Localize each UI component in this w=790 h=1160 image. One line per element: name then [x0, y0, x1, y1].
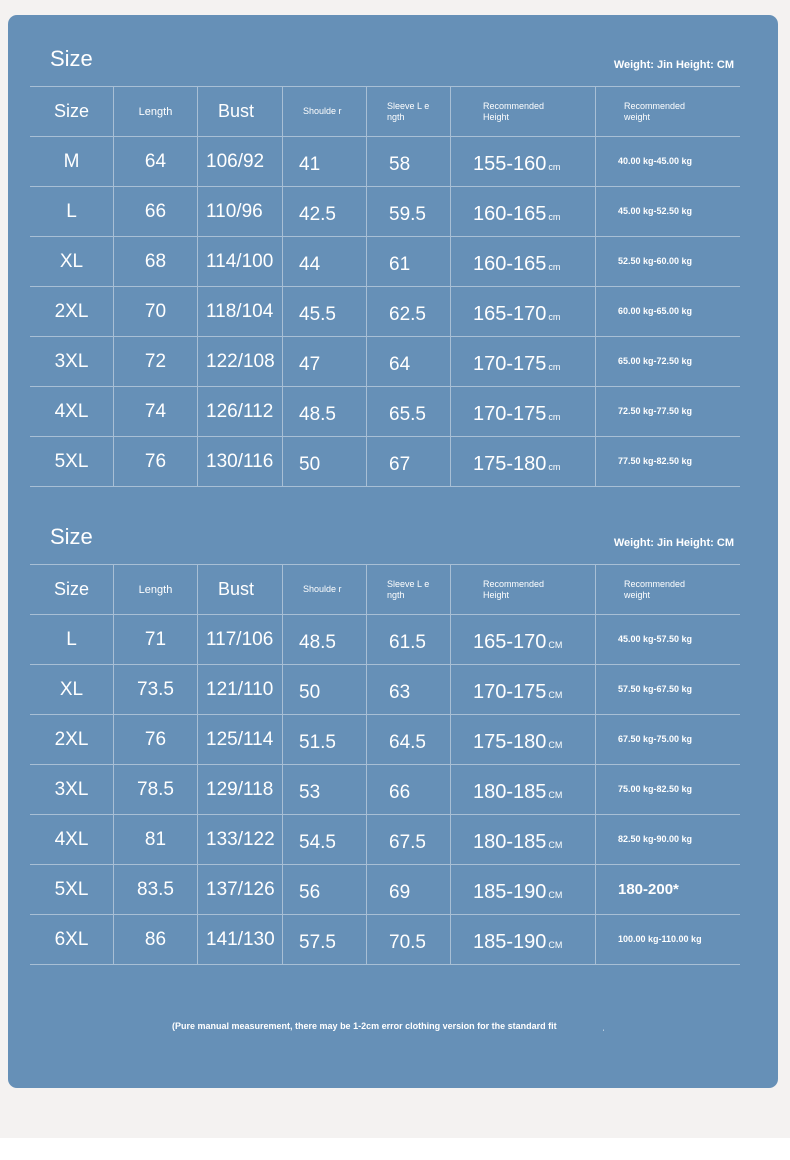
height-value: 165-170 cm [473, 303, 561, 325]
shoulder-value: 57.5 [299, 931, 336, 953]
sleeve-value: 70.5 [389, 931, 426, 953]
bust-value: 106/92 [206, 150, 265, 172]
header-cell-length: Length [114, 87, 198, 136]
height-value: 155-160 cm [473, 153, 561, 175]
cell-sleeve [367, 237, 451, 286]
table-row [30, 765, 740, 815]
height-unit: CM [548, 840, 563, 850]
size-value: L [66, 628, 77, 650]
size-value: 5XL [54, 878, 89, 900]
bust-value: 110/96 [206, 200, 263, 222]
cell-size [30, 337, 114, 386]
table-row [30, 715, 740, 765]
units-note: Weight: Jin Height: CM [613, 59, 734, 71]
cell-shoulder [283, 437, 367, 486]
size-value: XL [59, 678, 84, 700]
cell-sleeve [367, 137, 451, 186]
cell-weight [596, 137, 740, 186]
sleeve-value: 64.5 [389, 731, 426, 753]
table-row [30, 437, 740, 487]
size-value: XL [59, 250, 84, 272]
cell-shoulder [283, 815, 367, 864]
table-row [30, 337, 740, 387]
cell-size [30, 865, 114, 914]
sleeve-value: 67.5 [389, 831, 426, 853]
shoulder-value: 54.5 [299, 831, 336, 853]
cell-weight [596, 615, 740, 664]
weight-value: 57.50 kg-67.50 kg [618, 684, 693, 694]
cell-sleeve [367, 187, 451, 236]
shoulder-value: 51.5 [299, 731, 336, 753]
cell-bust [198, 187, 283, 236]
cell-bust [198, 715, 283, 764]
size-value: 5XL [54, 450, 89, 472]
cell-shoulder [283, 615, 367, 664]
size-value: 4XL [54, 400, 89, 422]
cell-length [114, 715, 198, 764]
weight-value: 65.00 kg-72.50 kg [618, 356, 693, 366]
cell-bust [198, 287, 283, 336]
header-cell-shoulder: Shoulde r [283, 87, 367, 136]
table-row [30, 137, 740, 187]
cell-shoulder [283, 337, 367, 386]
bust-value: 130/116 [206, 450, 274, 472]
height-unit: CM [548, 790, 563, 800]
cell-size [30, 237, 114, 286]
weight-value: 45.00 kg-52.50 kg [618, 206, 693, 216]
bust-value: 129/118 [206, 778, 274, 800]
sleeve-value: 65.5 [389, 403, 426, 425]
height-value: 170-175 CM [473, 681, 563, 703]
cell-height [451, 337, 596, 386]
height-value: 175-180 CM [473, 731, 563, 753]
height-value: 160-165 cm [473, 253, 561, 275]
cell-shoulder [283, 187, 367, 236]
table-row [30, 287, 740, 337]
cell-weight [596, 237, 740, 286]
shoulder-value: 47 [299, 353, 321, 375]
cell-weight [596, 437, 740, 486]
cell-sleeve [367, 765, 451, 814]
table-row [30, 815, 740, 865]
size-value: 3XL [54, 350, 89, 372]
height-unit: cm [548, 262, 561, 272]
cell-sleeve [367, 387, 451, 436]
table-row [30, 387, 740, 437]
length-value: 76 [144, 450, 167, 472]
bust-value: 117/106 [206, 628, 274, 650]
cell-shoulder [283, 665, 367, 714]
length-value: 78.5 [137, 778, 174, 800]
cell-shoulder [283, 137, 367, 186]
bust-value: 141/130 [206, 928, 275, 950]
weight-value: 77.50 kg-82.50 kg [618, 456, 693, 466]
table-row [30, 237, 740, 287]
footnote-mark: ˌ [602, 1021, 605, 1031]
cell-height [451, 765, 596, 814]
header-cell-size: Size [30, 87, 114, 136]
cell-weight [596, 815, 740, 864]
height-unit: cm [548, 462, 561, 472]
length-value: 66 [144, 200, 167, 222]
bust-value: 133/122 [206, 828, 275, 850]
header-cell-weight: Recommended weight [624, 100, 686, 122]
height-value: 180-185 CM [473, 831, 563, 853]
height-unit: cm [548, 162, 561, 172]
cell-bust [198, 615, 283, 664]
shoulder-value: 45.5 [299, 303, 336, 325]
weight-value: 40.00 kg-45.00 kg [618, 156, 693, 166]
cell-bust [198, 137, 283, 186]
weight-value: 75.00 kg-82.50 kg [618, 784, 693, 794]
length-value: 76 [144, 728, 167, 750]
size-value: L [66, 200, 77, 222]
cell-length [114, 915, 198, 964]
cell-size [30, 187, 114, 236]
sleeve-value: 61 [389, 253, 411, 275]
height-unit: cm [548, 312, 561, 322]
shoulder-value: 42.5 [299, 203, 336, 225]
height-unit: CM [548, 740, 563, 750]
cell-length [114, 615, 198, 664]
weight-value: 100.00 kg-110.00 kg [618, 934, 702, 944]
footnote: (Pure manual measurement, there may be 1-2cm error clothing version for the standard fit [172, 1021, 557, 1031]
section-title: Size [50, 524, 93, 549]
weight-value: 72.50 kg-77.50 kg [618, 406, 693, 416]
shoulder-value: 48.5 [299, 631, 336, 653]
length-value: 72 [144, 350, 167, 372]
sleeve-value: 58 [389, 153, 411, 175]
cell-height [451, 437, 596, 486]
cell-bust [198, 915, 283, 964]
bust-value: 125/114 [206, 728, 274, 750]
cell-size [30, 715, 114, 764]
cell-height [451, 915, 596, 964]
cell-length [114, 865, 198, 914]
header-cell-height: Recommended Height [451, 565, 596, 614]
length-value: 71 [144, 628, 167, 650]
size-value: 4XL [54, 828, 89, 850]
height-unit: cm [548, 212, 561, 222]
height-unit: CM [548, 890, 563, 900]
cell-bust [198, 437, 283, 486]
bust-value: 137/126 [206, 878, 275, 900]
cell-height [451, 287, 596, 336]
length-value: 70 [144, 300, 167, 322]
sleeve-value: 69 [389, 881, 411, 903]
cell-height [451, 387, 596, 436]
cell-weight [596, 765, 740, 814]
header-cell-weight: Recommended weight [624, 578, 686, 600]
height-unit: cm [548, 362, 561, 372]
table-header-row [30, 565, 740, 615]
cell-weight [596, 387, 740, 436]
size-value: 3XL [54, 778, 89, 800]
cell-shoulder [283, 237, 367, 286]
cell-bust [198, 765, 283, 814]
bust-value: 126/112 [206, 400, 274, 422]
table-row [30, 915, 740, 965]
cell-height [451, 615, 596, 664]
cell-weight [596, 287, 740, 336]
cell-shoulder [283, 765, 367, 814]
sleeve-value: 67 [389, 453, 411, 475]
cell-weight [596, 915, 740, 964]
cell-shoulder [283, 715, 367, 764]
cell-size [30, 387, 114, 436]
units-note: Weight: Jin Height: CM [613, 537, 734, 549]
cell-height [451, 137, 596, 186]
cell-sleeve [367, 437, 451, 486]
height-unit: CM [548, 940, 563, 950]
cell-height [451, 715, 596, 764]
header-cell-height: Recommended Height [451, 87, 596, 136]
cell-bust [198, 815, 283, 864]
sleeve-value: 63 [389, 681, 411, 703]
cell-weight [596, 665, 740, 714]
cell-height [451, 187, 596, 236]
shoulder-value: 56 [299, 881, 321, 903]
cell-weight [596, 187, 740, 236]
size-value: 2XL [54, 300, 89, 322]
size-value: 2XL [54, 728, 89, 750]
height-value: 165-170 CM [473, 631, 563, 653]
height-value: 170-175 cm [473, 353, 561, 375]
bottom-band [0, 1138, 790, 1160]
cell-length [114, 287, 198, 336]
cell-height [451, 815, 596, 864]
height-value: 160-165 cm [473, 203, 561, 225]
cell-length [114, 137, 198, 186]
bust-value: 114/100 [206, 250, 274, 272]
sleeve-value: 64 [389, 353, 411, 375]
cell-size [30, 815, 114, 864]
sleeve-value: 59.5 [389, 203, 426, 225]
cell-bust [198, 665, 283, 714]
cell-weight [596, 337, 740, 386]
cell-size [30, 437, 114, 486]
length-value: 64 [144, 150, 167, 172]
cell-size [30, 665, 114, 714]
shoulder-value: 44 [299, 253, 321, 275]
table-row [30, 615, 740, 665]
cell-shoulder [283, 915, 367, 964]
header-cell-sleeve: Sleeve L ength [367, 87, 451, 136]
height-unit: CM [548, 640, 563, 650]
size-table [30, 86, 740, 487]
cell-height [451, 665, 596, 714]
size-table [30, 564, 740, 965]
header-cell-length: Length [114, 565, 198, 614]
cell-length [114, 387, 198, 436]
cell-height [451, 865, 596, 914]
cell-sleeve [367, 915, 451, 964]
size-value: M [63, 150, 80, 172]
cell-length [114, 815, 198, 864]
cell-bust [198, 865, 283, 914]
cell-size [30, 615, 114, 664]
cell-bust [198, 237, 283, 286]
weight-value: 45.00 kg-57.50 kg [618, 634, 693, 644]
header-cell-sleeve: Sleeve L ength [367, 565, 451, 614]
height-value: 180-185 CM [473, 781, 563, 803]
shoulder-value: 53 [299, 781, 321, 803]
cell-size [30, 287, 114, 336]
cell-sleeve [367, 715, 451, 764]
weight-value: 60.00 kg-65.00 kg [618, 306, 693, 316]
cell-height [451, 237, 596, 286]
cell-size [30, 915, 114, 964]
cell-shoulder [283, 387, 367, 436]
shoulder-value: 50 [299, 681, 321, 703]
bust-value: 121/110 [206, 678, 274, 700]
sleeve-value: 61.5 [389, 631, 426, 653]
cell-weight [596, 865, 740, 914]
bust-value: 118/104 [206, 300, 274, 322]
length-value: 83.5 [137, 878, 174, 900]
length-value: 68 [144, 250, 167, 272]
cell-shoulder [283, 865, 367, 914]
header-cell-shoulder: Shoulde r [283, 565, 367, 614]
table-row [30, 865, 740, 915]
cell-bust [198, 337, 283, 386]
header-cell-size: Size [30, 565, 114, 614]
bust-value: 122/108 [206, 350, 275, 372]
table-row [30, 187, 740, 237]
height-value: 185-190 CM [473, 931, 563, 953]
cell-size [30, 137, 114, 186]
cell-length [114, 187, 198, 236]
table-row [30, 665, 740, 715]
weight-value: 180-200* [618, 881, 679, 898]
height-unit: cm [548, 412, 561, 422]
cell-sleeve [367, 287, 451, 336]
cell-sleeve [367, 815, 451, 864]
header-cell-bust: Bust [198, 87, 283, 136]
cell-length [114, 765, 198, 814]
section-title: Size [50, 46, 93, 71]
weight-value: 67.50 kg-75.00 kg [618, 734, 693, 744]
cell-sleeve [367, 665, 451, 714]
size-value: 6XL [54, 928, 89, 950]
cell-weight [596, 715, 740, 764]
height-value: 185-190 CM [473, 881, 563, 903]
length-value: 74 [144, 400, 167, 422]
length-value: 81 [144, 828, 167, 850]
table-header-row [30, 87, 740, 137]
cell-length [114, 437, 198, 486]
height-value: 170-175 cm [473, 403, 561, 425]
height-unit: CM [548, 690, 563, 700]
sleeve-value: 62.5 [389, 303, 426, 325]
cell-sleeve [367, 337, 451, 386]
cell-sleeve [367, 615, 451, 664]
sleeve-value: 66 [389, 781, 411, 803]
shoulder-value: 48.5 [299, 403, 336, 425]
weight-value: 82.50 kg-90.00 kg [618, 834, 693, 844]
length-value: 73.5 [137, 678, 174, 700]
shoulder-value: 41 [299, 153, 321, 175]
cell-length [114, 237, 198, 286]
header-cell-bust: Bust [198, 565, 283, 614]
shoulder-value: 50 [299, 453, 321, 475]
length-value: 86 [144, 928, 167, 950]
height-value: 175-180 cm [473, 453, 561, 475]
cell-shoulder [283, 287, 367, 336]
cell-sleeve [367, 865, 451, 914]
cell-bust [198, 387, 283, 436]
cell-size [30, 765, 114, 814]
cell-length [114, 337, 198, 386]
weight-value: 52.50 kg-60.00 kg [618, 256, 693, 266]
cell-length [114, 665, 198, 714]
